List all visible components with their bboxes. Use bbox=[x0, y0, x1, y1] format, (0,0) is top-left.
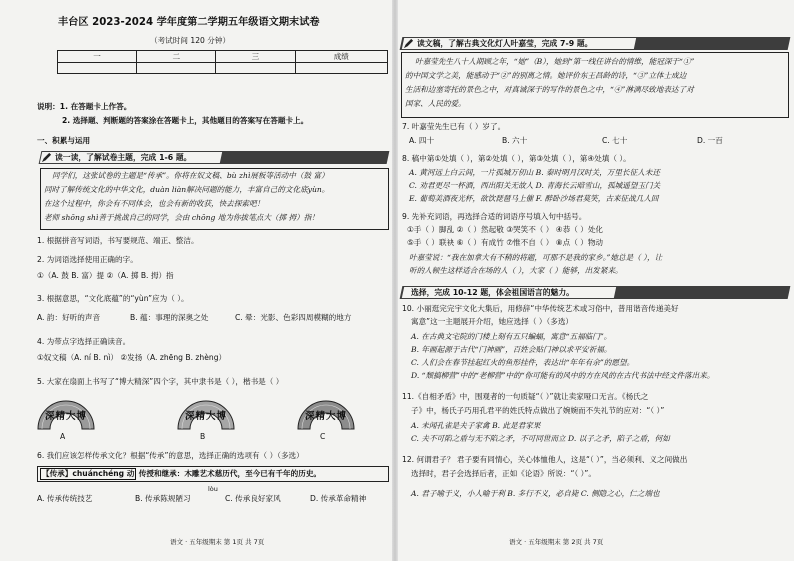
question-10-option-b: B. 年画起源于古代“门神画”，百姓会贴门神以求平安祈福。 bbox=[411, 345, 612, 354]
banner-title-2: 读文稿，了解古典文化灯人叶嘉莹，完成 7-9 题。 bbox=[417, 39, 593, 48]
pinyin-lou: lòu bbox=[208, 485, 218, 493]
score-table bbox=[57, 50, 388, 74]
question-8-options-row-2: C. 劝君更尽一杯酒，西出阳关无故人 D. 青海长云暗雪山，孤城遥望玉门关 bbox=[409, 181, 661, 190]
question-6-option-d: D. 传承革命精神 bbox=[310, 494, 367, 503]
passage-line-1: 同学们，这张试卷的主题是“传承”。你将在奴文稿、bù zhì展板等活动中（鼓 富） bbox=[52, 171, 329, 180]
instructions-line-2: 2. 选择题、判断题的答案涂在答题卡上，其他题目的答案写在答题卡上。 bbox=[62, 116, 309, 125]
question-6-option-b: B. 传承陈规陋习 bbox=[135, 494, 191, 503]
exam-time-note: （考试时间 120 分钟） bbox=[150, 36, 231, 45]
page-footer-right: 语文 · 五年级期末 第 2页 共 7页 bbox=[509, 538, 604, 546]
fan-c-label: C bbox=[320, 432, 326, 441]
question-8: 8. 稿中第①处填（ ），第②处填（ ），第③处填（ ），第④处填（ ）。 bbox=[402, 154, 631, 163]
fan-b-text: 深精大博 bbox=[184, 411, 227, 422]
passage-line-2: 的中国文学之美，能感动于“②”的别离之情。她评价东王昌龄的诗，“③”立体士成边 bbox=[405, 71, 687, 80]
question-12-line-1: 12. 何谓君子？ 君子要有同情心，关心体恤他人，这是“（ ）”，当必须利、义之间做出 bbox=[402, 455, 688, 464]
fan-a-label: A bbox=[60, 432, 66, 441]
banner-title-3: 选择，完成 10-12 题，体会祖国语言的魅力。 bbox=[411, 288, 574, 297]
question-10-option-d: D. “颓搞柳营”中的“老柳营”中的“你可能有的风中的方在风的在古代书法中经文件落出来。 bbox=[411, 371, 715, 380]
pen-icon bbox=[403, 38, 414, 49]
fan-b bbox=[176, 395, 236, 431]
question-10-option-a: A. 在古典文宅院的门楼上刻有五只蝙蝠，寓意“五福临门”。 bbox=[411, 332, 612, 341]
question-10-option-c: C. 人们会在春节挂起红火的鱼形挂件，表达出“年年有余”的愿望。 bbox=[411, 358, 635, 367]
passage-line-2: 同时了解传统文化的中华文化，duàn liàn解决问题的能力，丰富自己的文化底yùn。 bbox=[44, 185, 330, 194]
score-cell bbox=[295, 63, 387, 74]
question-8-options-row-3: E. 葡萄美酒夜光杯，欲饮琵琶马上催 F. 醉卧沙场君莫笑，古来征战几人回 bbox=[409, 194, 659, 203]
definition-line bbox=[40, 468, 321, 480]
exam-title: 丰台区 2023-2024 学年度第二学期五年级语文期末试卷 bbox=[58, 17, 320, 28]
question-3-option-b: B. 蕴：事理的深奥之处 bbox=[130, 313, 209, 322]
banner-title-1: 读一读，了解试卷主题，完成 1-6 题。 bbox=[55, 153, 192, 162]
question-4-options: ①奴文稿（A. ní B. nì） ②发扬（A. zhēng B. zhèng） bbox=[37, 353, 227, 362]
question-12-options: A. 君子喻于义，小人喻于利 B. 多行不义，必自毙 C. 侧隐之心，仁之端也 bbox=[411, 489, 660, 498]
question-9: 9. 先补充词语，再选择合适的词语序号填入句中括号。 bbox=[402, 212, 587, 221]
fan-a bbox=[36, 395, 96, 431]
question-9-sentence-1: 叶嘉莹说：“我在加拿大有不稍的将题，可那不是我的家乡。”她总是（ ），让 bbox=[409, 253, 663, 262]
question-11-options-row-2: C. 夫不可陷之盾与无不陷之矛，不可同世而立 D. 以子之矛，陷子之盾，何如 bbox=[411, 434, 670, 443]
question-11-line-1: 11.《自相矛盾》中，围观者的一句质疑“（ ）”就让卖家哑口无言。《杨氏之 bbox=[402, 392, 649, 401]
question-6-option-c: C. 传承良好家风 bbox=[225, 494, 281, 503]
passage-line-1: 叶嘉莹先生八十人期顾之年，“她”（B），她到“第一线任讲台的情维，能冠深于“①” bbox=[415, 57, 695, 66]
question-11-options-row-1: A. 未闻孔雀是夫子家禽 B. 此是君家果 bbox=[411, 421, 541, 430]
question-6-option-a: A. 传承传统技艺 bbox=[37, 494, 93, 503]
question-8-options-row-1: A. 黄河远上白云间，一片孤城万仞山 B. 秦时明月汉时关，万里长征人未还 bbox=[409, 168, 660, 177]
question-3-option-c: C. 晕：光影、色彩四周模糊的地方 bbox=[235, 313, 352, 322]
score-cell bbox=[216, 63, 295, 74]
passage-line-4: 国家、人民的爱。 bbox=[405, 99, 466, 108]
passage-line-4: 老师 shōng shì善于挑战自己的同学，会由 chōng 地为你拔笔点大（掷 拇）指！ bbox=[44, 213, 319, 222]
question-7-option-a: A. 四十 bbox=[409, 136, 435, 145]
score-col-3: 三 bbox=[216, 51, 295, 63]
section-title-1: 一、积累与运用 bbox=[37, 136, 91, 145]
passage-line-3: 生活和边塞寄托的景色之中，对真诚深于的写作的景色之中，“④”淋漓尽致地表达了对 bbox=[405, 85, 694, 94]
question-6: 6. 我们应该怎样传承文化？根据“传承”的意思，选择正确的选项有（ ）（多选） bbox=[37, 451, 304, 460]
fan-a-text: 深精大博 bbox=[44, 411, 87, 422]
score-cell bbox=[137, 63, 216, 74]
question-10-line-1: 10. 小丽逛完完宇文化大集后，用修辞“中华传统艺术或习俗中，普用谐音传递美好 bbox=[402, 304, 679, 313]
score-col-total: 成绩 bbox=[295, 51, 387, 63]
question-2: 2. 为词语选择使用正确的字。 bbox=[37, 255, 138, 264]
question-7-option-c: C. 七十 bbox=[602, 136, 628, 145]
question-12-line-2: 选择时，君子会选择后者，正如《论语》所说：“（ ）”。 bbox=[411, 469, 596, 478]
question-4: 4. 为带点字选择正确读音。 bbox=[37, 337, 131, 346]
question-7: 7. 叶嘉莹先生已有（ ）岁了。 bbox=[402, 122, 506, 131]
right-page bbox=[397, 0, 794, 561]
question-11-line-2: 子》中，杨氏子巧用孔君平的姓氏特点做出了婉婉而不失礼节的应对：“（ ）” bbox=[411, 406, 665, 415]
page-footer-left: 语文 · 五年级期末 第 1页 共 7页 bbox=[170, 538, 265, 546]
question-9-sentence-2: 听的人顿生这样适合在场的人（ ），大家（ ）能够，出发紧来。 bbox=[409, 266, 623, 275]
question-9-words-row-1: ①手（ ）脚乱 ②（ ）然起敬 ③哭笑不（ ） ④恭（ ）处化 bbox=[407, 225, 604, 234]
score-col-2: 二 bbox=[137, 51, 216, 63]
question-1: 1. 根据拼音写词语，书写要规范、端正、整洁。 bbox=[37, 236, 199, 245]
question-3: 3. 根据意思，“文化底蕴”的“yùn”应为（ ）。 bbox=[37, 294, 189, 303]
question-9-words-row-2: ⑤手（ ）联袂 ⑥（ ）有成竹 ⑦惟不自（ ） ⑧点（ ）物动 bbox=[407, 238, 604, 247]
question-2-options: ①（A. 鼓 B. 富）提 ②（A. 掷 B. 拇）指 bbox=[37, 271, 174, 280]
instructions-line-1: 说明：1. 在答题卡上作答。 bbox=[37, 102, 132, 111]
passage-line-3: 在这个过程中，你会有不同体会，也会有新的收获，快去探索吧！ bbox=[44, 199, 265, 208]
definition-tag: 【传承】chuánchéng 动 bbox=[42, 469, 135, 478]
fan-c-text: 深精大博 bbox=[304, 411, 347, 422]
question-3-option-a: A. 韵：好听的声音 bbox=[37, 313, 101, 322]
fan-c bbox=[296, 395, 356, 431]
pen-icon bbox=[41, 152, 52, 163]
question-7-option-d: D. 一百 bbox=[697, 136, 723, 145]
definition-text: 传授和继承：木雕艺术慈历代，至今已有千年的历史。 bbox=[138, 469, 322, 478]
question-7-option-b: B. 六十 bbox=[502, 136, 528, 145]
question-10-line-2: 寓意”这一主题展开介绍，她应选择（ ）（多选） bbox=[411, 317, 574, 326]
fan-b-label: B bbox=[200, 432, 206, 441]
question-5: 5. 大家在扇面上书写了“博大精深”四个字，其中隶书是（ ），楷书是（ ） bbox=[37, 377, 284, 386]
score-cell bbox=[58, 63, 137, 74]
score-col-1: 一 bbox=[58, 51, 137, 63]
